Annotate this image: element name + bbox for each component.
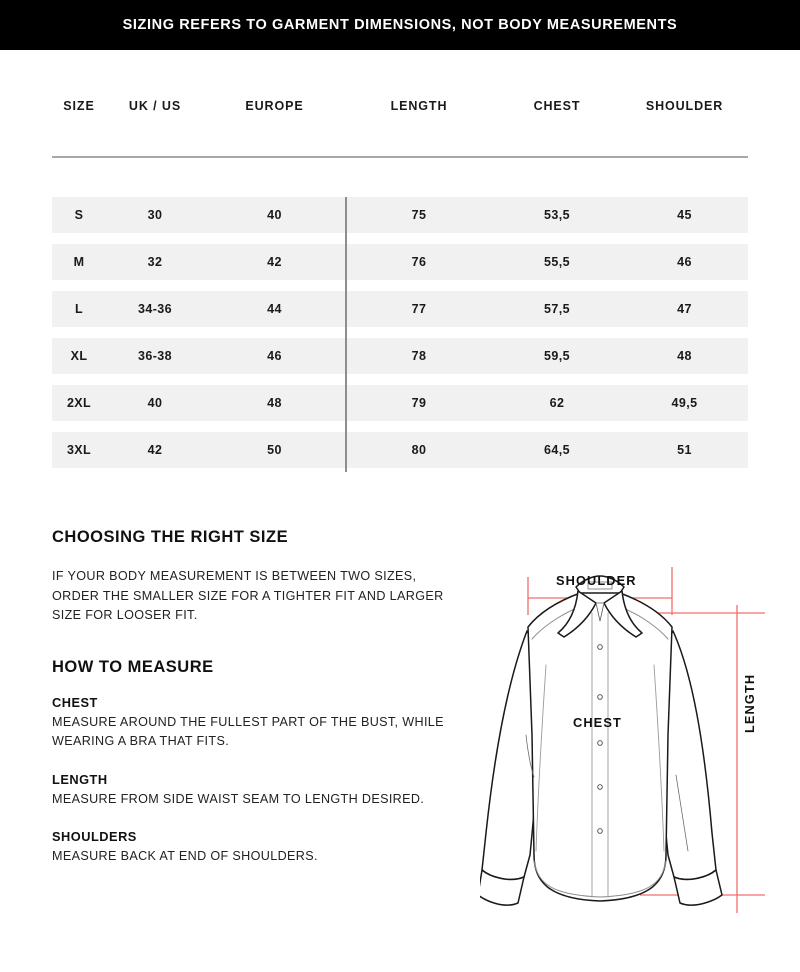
cell-length: 80 (411, 443, 427, 457)
cell-uk-us: 34-36 (138, 302, 172, 316)
cell-size: M (73, 255, 85, 269)
cell-shoulder: 49,5 (671, 396, 698, 410)
button (598, 785, 603, 790)
cell-size: S (74, 208, 84, 222)
top-banner (0, 0, 800, 50)
column-header-length: LENGTH (390, 99, 448, 113)
cell-europe: 44 (267, 302, 282, 316)
table-row (52, 432, 748, 468)
cell-size: 3XL (66, 443, 92, 457)
choosing-right-size-body: IF YOUR BODY MEASUREMENT IS BETWEEN TWO SIZES, ORDER THE SMALLER SIZE FOR A TIGHTER FIT AND LARGER SIZE FOR LOOSER FIT. (52, 569, 444, 622)
table-row (52, 385, 748, 421)
column-header-size: SIZE (63, 99, 95, 113)
cell-length: 78 (411, 349, 427, 363)
cell-uk-us: 42 (147, 443, 163, 457)
column-header-europe: EUROPE (245, 99, 304, 113)
cell-uk-us: 32 (147, 255, 163, 269)
shirt-outline (480, 576, 722, 905)
table-row (52, 291, 748, 327)
measure-label-length: LENGTH (52, 771, 108, 787)
cell-chest: 57,5 (544, 302, 570, 316)
cell-length: 75 (411, 208, 427, 222)
cell-chest: 55,5 (544, 255, 570, 269)
cell-size: L (74, 302, 84, 316)
cell-size: XL (70, 349, 88, 363)
column-header-uk-us: UK / US (128, 99, 182, 113)
chest-dimension-label: CHEST (573, 715, 622, 730)
cell-shoulder: 48 (677, 349, 692, 363)
cell-shoulder: 45 (677, 208, 692, 222)
cell-length: 76 (411, 255, 427, 269)
cell-europe: 48 (267, 396, 282, 410)
table-header-row (52, 84, 748, 128)
cell-europe: 46 (267, 349, 282, 363)
measure-text-shoulders: MEASURE BACK AT END OF SHOULDERS. (52, 849, 318, 863)
column-header-chest: CHEST (533, 99, 581, 113)
cell-size: 2XL (66, 396, 92, 410)
measure-label-chest: CHEST (52, 694, 98, 710)
cell-shoulder: 51 (677, 443, 692, 457)
table-row (52, 338, 748, 374)
header-divider-rule (52, 156, 748, 158)
cell-length: 77 (411, 302, 427, 316)
measure-item-chest (52, 695, 462, 752)
table-row (52, 197, 748, 233)
banner-title: SIZING REFERS TO GARMENT DIMENSIONS, NOT BODY MEASUREMENTS (122, 17, 678, 33)
cell-length: 79 (411, 396, 427, 410)
cell-europe: 42 (267, 255, 282, 269)
cell-uk-us: 36-38 (138, 349, 172, 363)
measure-item-length (52, 772, 462, 810)
table-body (52, 197, 748, 479)
cell-chest: 59,5 (544, 349, 570, 363)
cell-uk-us: 30 (147, 208, 163, 222)
length-dimension-label: LENGTH (742, 673, 757, 733)
button (598, 695, 603, 700)
cell-shoulder: 47 (677, 302, 692, 316)
table-row (52, 244, 748, 280)
shoulder-dimension-label: SHOULDER (556, 573, 637, 588)
cell-chest: 62 (549, 396, 565, 410)
cell-europe: 40 (267, 208, 282, 222)
column-header-shoulder: SHOULDER (645, 99, 724, 113)
cell-chest: 53,5 (544, 208, 570, 222)
cell-uk-us: 40 (147, 396, 163, 410)
table-vertical-divider (345, 197, 347, 472)
button (598, 829, 603, 834)
shirt-illustration-svg (480, 565, 800, 937)
cell-shoulder: 46 (677, 255, 692, 269)
cell-europe: 50 (267, 443, 282, 457)
button (598, 645, 603, 650)
choosing-right-size-title: CHOOSING THE RIGHT SIZE (52, 528, 289, 546)
measure-text-chest: MEASURE AROUND THE FULLEST PART OF THE BUST, WHILE WEARING A BRA THAT FITS. (52, 714, 444, 748)
cell-chest: 64,5 (544, 443, 570, 457)
how-to-measure-title: HOW TO MEASURE (52, 657, 214, 676)
guidance-text-column (52, 528, 462, 867)
garment-measurement-diagram (480, 565, 800, 937)
measure-item-shoulders (52, 829, 462, 867)
button (598, 741, 603, 746)
measure-text-length: MEASURE FROM SIDE WAIST SEAM TO LENGTH DESIRED. (52, 791, 425, 806)
size-table (52, 84, 748, 457)
measure-label-shoulders: SHOULDERS (52, 829, 137, 844)
